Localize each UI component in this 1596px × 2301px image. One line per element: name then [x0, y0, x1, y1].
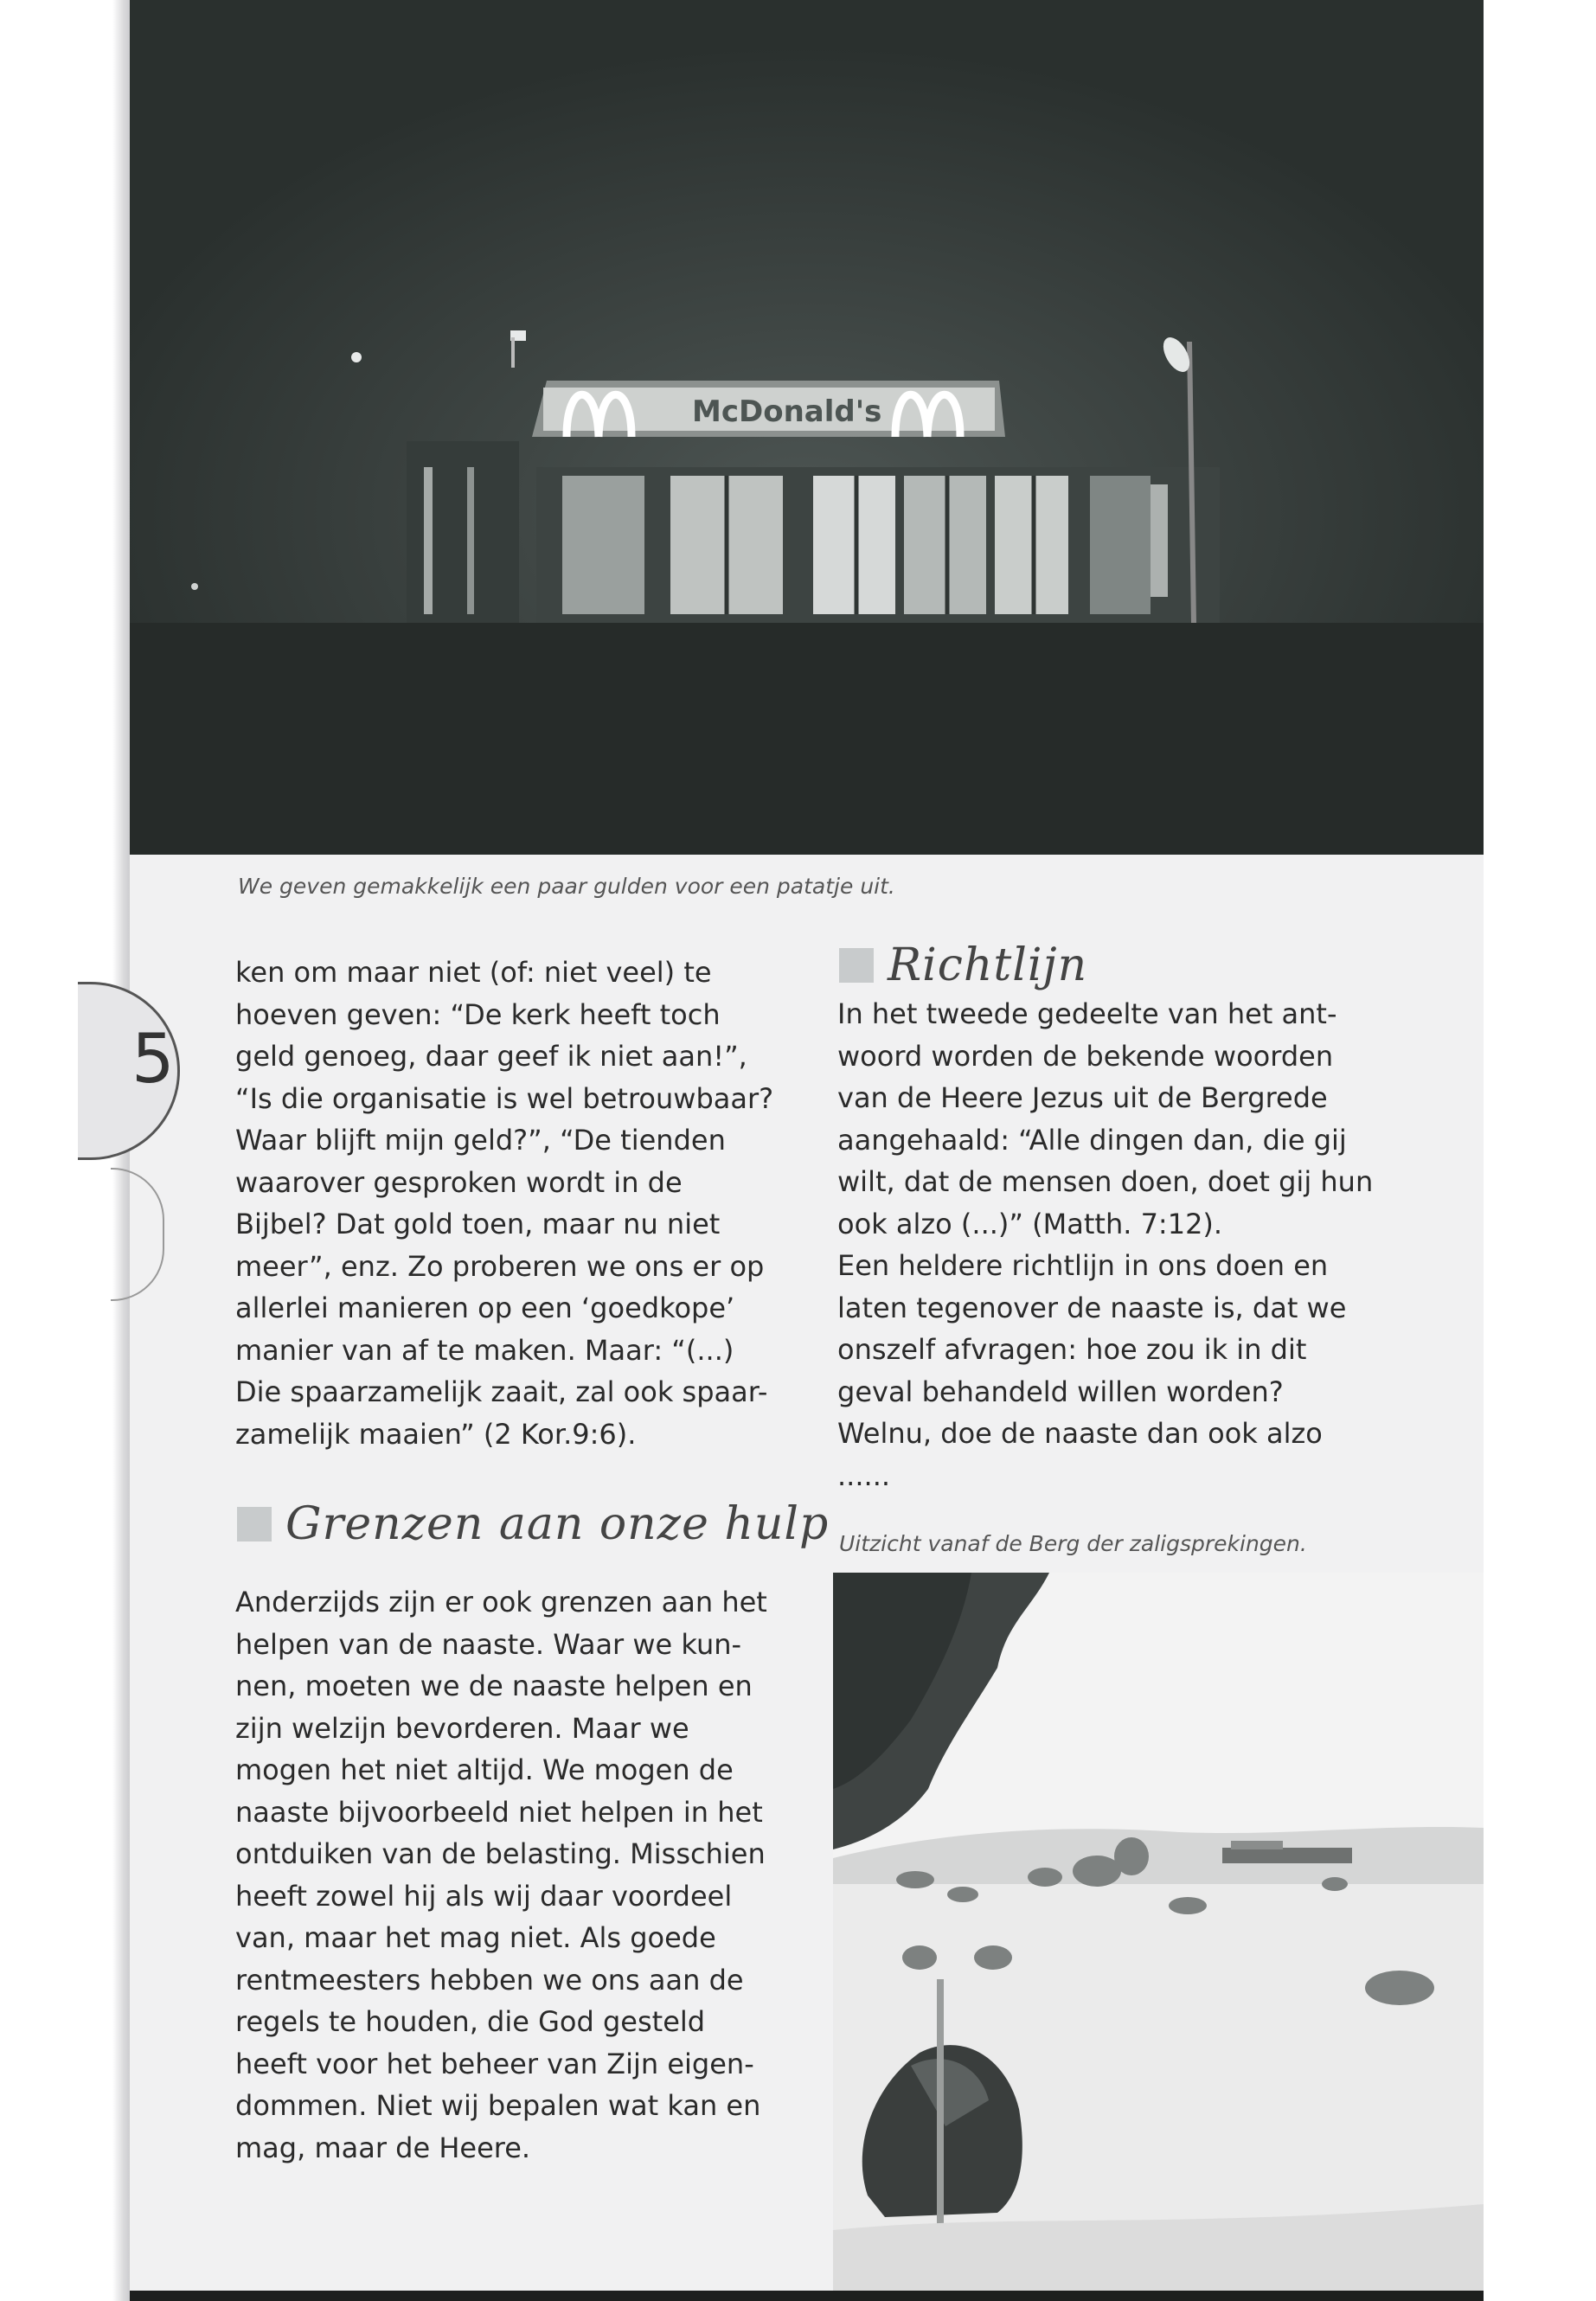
- text-line: zijn welzijn bevorderen. Maar we: [235, 1711, 689, 1745]
- section-heading-guideline: [839, 939, 1087, 991]
- section-heading-limits: [237, 1498, 829, 1550]
- text-line: ontduiken van de belasting. Misschien: [235, 1837, 766, 1870]
- text-line: hoeven geven: “De kerk heeft toch: [235, 997, 721, 1031]
- page-number: 5: [131, 1021, 175, 1099]
- text-line: geld genoeg, daar geef ik niet aan!”,: [235, 1040, 747, 1073]
- mount-landscape-photo: [833, 1573, 1484, 2291]
- landscape-photo-caption: Uitzicht vanaf de Berg der zaligsprekingen.: [839, 1531, 1307, 1556]
- text-line: manier van af te maken. Maar: “(...): [235, 1333, 734, 1367]
- text-line: wilt, dat de mensen doen, doet gij hun: [837, 1165, 1374, 1198]
- heading-square-icon: [237, 1507, 272, 1541]
- text-line: naaste bijvoorbeeld niet helpen in het: [235, 1795, 763, 1829]
- text-line: helpen van de naaste. Waar we kun-: [235, 1627, 742, 1661]
- text-line: van de Heere Jezus uit de Bergrede: [837, 1081, 1328, 1114]
- text-line: allerlei manieren op een ‘goedkope’: [235, 1292, 735, 1324]
- left-column-top-text: [235, 952, 773, 1455]
- text-line: laten tegenover de naaste is, dat we: [837, 1291, 1347, 1324]
- text-line: heeft voor het beheer van Zijn eigen-: [235, 2047, 754, 2080]
- text-line: van, maar het mag niet. Als goede: [235, 1921, 716, 1954]
- text-line: dommen. Niet wij bepalen wat kan en: [235, 2089, 761, 2122]
- left-column-bottom-text: [235, 1581, 767, 2169]
- text-line: ken om maar niet (of: niet veel) te: [235, 956, 712, 989]
- right-column-text: [837, 993, 1373, 1497]
- text-line: meer”, enz. Zo proberen we ons er op: [235, 1249, 765, 1283]
- text-line: In het tweede gedeelte van het ant-: [837, 997, 1337, 1030]
- heading-text: Grenzen aan onze hulp: [285, 1498, 830, 1550]
- text-line: regels te houden, die God gesteld: [235, 2005, 706, 2038]
- text-line: Die spaarzamelijk zaait, zal ook spaar-: [235, 1375, 768, 1408]
- top-photo-caption: We geven gemakkelijk een paar gulden voor een patatje uit.: [238, 874, 895, 899]
- text-line: heeft zowel hij als wij daar voordeel: [235, 1879, 733, 1913]
- landscape-illustration: [833, 1573, 1484, 2291]
- text-line: Bijbel? Dat gold toen, maar nu niet: [235, 1208, 721, 1240]
- text-line: Een heldere richtlijn in ons doen en: [837, 1249, 1329, 1282]
- text-line: zamelijk maaien” (2 Kor.9:6).: [235, 1417, 637, 1451]
- text-line: “Is die organisatie is wel betrouwbaar?: [235, 1081, 774, 1115]
- restaurant-night-illustration: [130, 0, 1484, 855]
- text-line: onszelf afvragen: hoe zou ik in dit: [837, 1333, 1307, 1366]
- text-line: woord worden de bekende woorden: [837, 1039, 1334, 1073]
- heading-text: Richtlijn: [888, 939, 1088, 991]
- bottom-edge: [130, 2291, 1484, 2301]
- text-line: rentmeesters hebben we ons aan de: [235, 1963, 744, 1997]
- heading-square-icon: [839, 948, 874, 983]
- text-line: Waar blijft mijn geld?”, “De tienden: [235, 1124, 726, 1157]
- text-line: Anderzijds zijn er ook grenzen aan het: [235, 1586, 767, 1618]
- text-line: mogen het niet altijd. We mogen de: [235, 1753, 734, 1786]
- text-line: ......: [837, 1458, 891, 1492]
- text-line: geval behandeld willen worden?: [837, 1375, 1284, 1408]
- restaurant-night-photo: [130, 0, 1484, 855]
- text-line: ook alzo (...)” (Matth. 7:12).: [837, 1207, 1223, 1240]
- text-line: nen, moeten we de naaste helpen en: [235, 1670, 753, 1702]
- sign-text: McDonald's: [692, 394, 882, 429]
- text-line: Welnu, doe de naaste dan ook alzo: [837, 1417, 1323, 1450]
- text-line: waarover gesproken wordt in de: [235, 1165, 683, 1199]
- text-line: mag, maar de Heere.: [235, 2131, 531, 2164]
- text-line: aangehaald: “Alle dingen dan, die gij: [837, 1123, 1347, 1157]
